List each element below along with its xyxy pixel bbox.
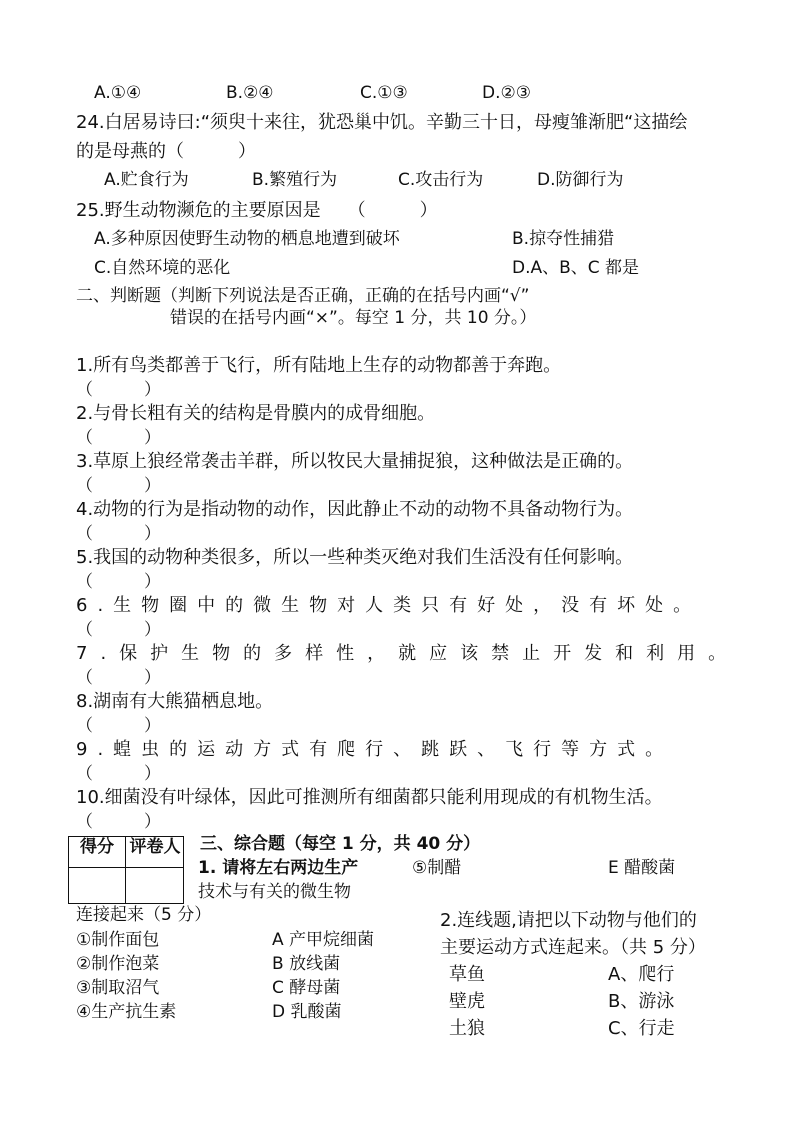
- score-box-label-grader: 评卷人: [129, 837, 181, 857]
- option-25-c: C.自然环境的恶化: [94, 258, 231, 278]
- judge-answer-paren-10: （ ）: [76, 812, 161, 832]
- q2-mode-a: A、爬行: [608, 964, 675, 985]
- q1-left-item-3: ③制取沼气: [76, 978, 160, 998]
- judge-answer-paren-8: （ ）: [76, 716, 161, 736]
- section3-q2-line2: 主要运动方式连起来。（共 5 分）: [440, 937, 706, 958]
- judge-answer-paren-4: （ ）: [76, 524, 161, 544]
- judge-item-3: 3.草原上狼经常袭击羊群，所以牧民大量捕捉狼，这种做法是正确的。: [76, 451, 634, 472]
- judge-item-5: 5.我国的动物种类很多，所以一些种类灭绝对我们生活没有任何影响。: [76, 547, 634, 568]
- judge-item-10: 10.细菌没有叶绿体，因此可推测所有细菌都只能利用现成的有机物生活。: [76, 787, 663, 808]
- q1-right-item-d: D 乳酸菌: [272, 1002, 342, 1022]
- score-box: [68, 836, 184, 904]
- q2-animal-2: 壁虎: [449, 991, 485, 1012]
- judge-item-9: 9.蝗虫的运动方式有爬行、跳跃、飞行等方式。: [76, 739, 674, 760]
- section3-q1-line3: 连接起来（5 分）: [76, 905, 212, 925]
- section3-q1-line2: 技术与有关的微生物: [198, 882, 351, 902]
- judge-answer-paren-2: （ ）: [76, 428, 161, 448]
- option-24-d: D.防御行为: [537, 170, 624, 190]
- judge-answer-paren-9: （ ）: [76, 764, 161, 784]
- q1-left-item-5: ⑤制醋: [412, 858, 462, 878]
- q1-left-item-2: ②制作泡菜: [76, 954, 160, 974]
- section3-q1-prompt: 1. 请将左右两边生产: [198, 858, 359, 878]
- section2-heading-line1: 二、判断题（判断下列说法是否正确，正确的在括号内画“√”: [76, 286, 530, 306]
- judge-answer-paren-1: （ ）: [76, 380, 161, 400]
- judge-answer-paren-7: （ ）: [76, 668, 161, 688]
- option-24-b: B.繁殖行为: [252, 170, 338, 190]
- judge-item-4: 4.动物的行为是指动物的动作，因此静止不动的动物不具备动物行为。: [76, 499, 634, 520]
- question-24-line1: 24.白居易诗曰:“须臾十来往，犹恐巢中饥。辛勤三十日，母瘦雏渐肥“这描绘: [76, 112, 688, 133]
- q2-mode-c: C、行走: [608, 1018, 675, 1039]
- q1-right-item-a: A 产甲烷细菌: [272, 930, 375, 950]
- judge-item-7: 7.保护生物的多样性，就应该禁止开发和利用。: [76, 643, 740, 664]
- q2-animal-3: 土狼: [449, 1018, 485, 1039]
- judge-item-6: 6.生物圈中的微生物对人类只有好处，没有坏处。: [76, 595, 702, 616]
- q1-right-item-c: C 酵母菌: [272, 978, 341, 998]
- option-25-d: D.A、B、C 都是: [512, 258, 640, 278]
- judge-item-2: 2.与骨长粗有关的结构是骨膜内的成骨细胞。: [76, 403, 436, 424]
- q1-left-item-1: ①制作面包: [76, 930, 160, 950]
- q1-left-item-4: ④生产抗生素: [76, 1002, 177, 1022]
- question-24-line2: 的是母燕的（ ）: [76, 141, 256, 162]
- judge-item-8: 8.湖南有大熊猫栖息地。: [76, 691, 274, 712]
- judge-answer-paren-3: （ ）: [76, 476, 161, 496]
- option-23-d: D.②③: [482, 83, 531, 103]
- option-24-a: A.贮食行为: [104, 170, 189, 190]
- option-23-a: A.①④: [94, 83, 142, 103]
- score-box-label-score: 得分: [80, 837, 114, 857]
- section3-q1-line1: [198, 860, 358, 877]
- option-25-b: B.掠夺性捕猎: [512, 229, 615, 249]
- q1-right-item-b: B 放线菌: [272, 954, 341, 974]
- section2-heading-line2: 错误的在括号内画“×”。每空 1 分，共 10 分。）: [170, 308, 537, 328]
- q2-mode-b: B、游泳: [608, 991, 675, 1012]
- option-25-a: A.多种原因使野生动物的栖息地遭到破坏: [94, 229, 400, 249]
- section3-q2-line1: 2.连线题,请把以下动物与他们的: [440, 910, 697, 931]
- judge-answer-paren-5: （ ）: [76, 572, 161, 592]
- option-23-b: B.②④: [226, 83, 274, 103]
- score-box-divider-horizontal: [69, 867, 183, 868]
- judge-answer-paren-6: （ ）: [76, 620, 161, 640]
- question-25-stem: 25.野生动物濒危的主要原因是 （ ）: [76, 200, 438, 221]
- judge-item-1: 1.所有鸟类都善于飞行，所有陆地上生存的动物都善于奔跑。: [76, 355, 562, 376]
- option-23-c: C.①③: [360, 83, 408, 103]
- option-24-c: C.攻击行为: [398, 170, 484, 190]
- q2-animal-1: 草鱼: [449, 964, 485, 985]
- section3-heading: 三、综合题（每空 1 分，共 40 分）: [200, 834, 481, 854]
- q1-right-item-e: E 醋酸菌: [608, 858, 676, 878]
